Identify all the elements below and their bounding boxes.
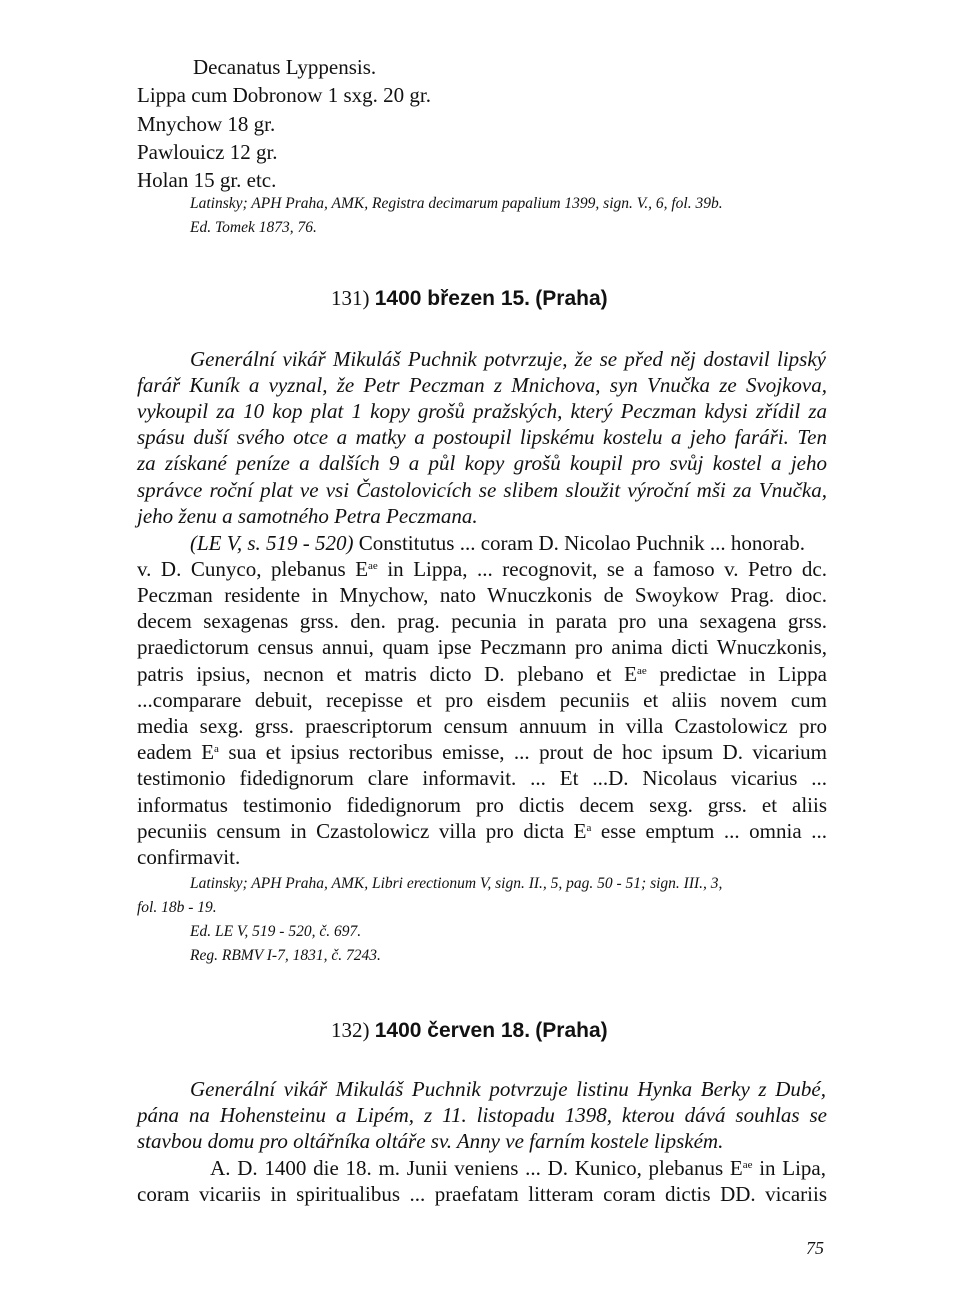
latin-line: decem sexagenas grss. den. prag. pecunia in parata pro una sexagena grss. bbox=[137, 609, 827, 633]
summary-line: stavbou domu pro oltářníka oltáře sv. Anny ve farním kostele lipském. bbox=[137, 1129, 724, 1153]
latin-text: Constitutus ... coram D. Nicolao Puchnik ... honorab. bbox=[353, 531, 805, 555]
summary-line: jeho ženu a samotného Petra Peczmana. bbox=[137, 504, 478, 528]
entry-place: (Praha) bbox=[535, 1019, 608, 1042]
summary-line: spásu duší svého otce a matky a postoupil lipskému kostelu a jeho faráři. Ten bbox=[137, 425, 827, 449]
latin-line: v. D. Cunyco, plebanus $E^{ae}$ in Lippa, ... recognovit, se a famoso v. Petro dc. bbox=[137, 557, 828, 581]
tithe-item: Mnychow 18 gr. bbox=[137, 112, 276, 136]
latin-line: praedictorum census annui, quam ipse Peczmann pro anima dicti Wnuczkonis, bbox=[137, 635, 827, 659]
latin-line: confirmavit. bbox=[137, 845, 241, 869]
latin-line: testimonio fidedignorum clare informavit. ... Et ...D. Nicolaus vicarius ... bbox=[137, 766, 827, 790]
tithe-item: Pawlouicz 12 gr. bbox=[137, 140, 278, 164]
entry-heading-131 bbox=[331, 285, 608, 312]
source-note: Latinsky; APH Praha, AMK, Registra decimarum papalium 1399, sign. V., 6, fol. 39b. bbox=[190, 195, 723, 212]
entry-place: (Praha) bbox=[535, 287, 608, 310]
deanery-heading: Decanatus Lyppensis. bbox=[193, 55, 377, 79]
summary-line: vykoupil za 10 kop plat 1 kopy grošů pražských, který Peczman kdysi zřídil za bbox=[137, 399, 827, 423]
entry-date: 1400 březen 15. bbox=[374, 287, 531, 310]
tithe-item: Lippa cum Dobronow 1 sxg. 20 gr. bbox=[137, 83, 431, 107]
entry-heading-132 bbox=[331, 1017, 608, 1044]
summary-line: Generální vikář Mikuláš Puchnik potvrzuje listinu Hynka Berky z Dubé, bbox=[190, 1077, 826, 1101]
entry-date: 1400 červen 18. bbox=[374, 1019, 531, 1042]
entry-number: 132) bbox=[331, 1018, 370, 1042]
latin-line: patris ipsius, necnon et matris dicto D. plebano et $E^{ae}$ predictae in Lippa bbox=[137, 662, 828, 686]
summary-line: Generální vikář Mikuláš Puchnik potvrzuje, že se před něj dostavil lipský bbox=[190, 347, 826, 371]
page-number: 75 bbox=[806, 1238, 824, 1258]
superscript: ae bbox=[742, 1159, 753, 1171]
source-note: fol. 18b - 19. bbox=[137, 899, 217, 916]
superscript: a bbox=[586, 822, 592, 834]
regest-note: Reg. RBMV I-7, 1831, č. 7243. bbox=[190, 947, 381, 964]
summary-line: farář Kuník a vyznal, že Petr Peczman z Mnichova, syn Vnučka ze Svojkova, bbox=[137, 373, 827, 397]
latin-line: informatus testimonio fidedignorum pro dictis decem sexg. grss. et aliis bbox=[137, 793, 827, 817]
summary-line: pána na Hohensteinu a Lipém, z 11. listopadu 1398, kterou dává souhlas se bbox=[137, 1103, 827, 1127]
latin-line: coram vicariis in spiritualibus ... praefatam litteram coram dictis DD. vicariis bbox=[137, 1182, 827, 1206]
latin-first-line bbox=[190, 530, 805, 556]
latin-line: ...comparare debuit, recepisse et pro eisdem pecuniis et aliis novem cum bbox=[137, 688, 827, 712]
superscript: a bbox=[214, 743, 219, 755]
summary-line: správce roční plat ve vsi Častolovicích se slibem sloužit výroční mši za Vnučka, bbox=[137, 478, 827, 502]
edition-note: Ed. Tomek 1873, 76. bbox=[190, 219, 317, 236]
latin-line: A. D. 1400 die 18. m. Junii veniens ... D. Kunico, plebanus $E^{ae}$ in Lipa, bbox=[190, 1156, 826, 1180]
edition-reference: (LE V, s. 519 - 520) bbox=[190, 531, 354, 555]
tithe-item: Holan 15 gr. etc. bbox=[137, 168, 277, 192]
latin-line: media sexg. grss. praescriptorum censum annuum in villa Czastolowicz pro bbox=[137, 714, 827, 738]
latin-line: Peczman residente in Mnychow, nato Wnuczkonis de Swoykow Prag. dioc. bbox=[137, 583, 827, 607]
source-note: Latinsky; APH Praha, AMK, Libri erectionum V, sign. II., 5, pag. 50 - 51; sign. III., 3, bbox=[190, 875, 723, 892]
entry-number: 131) bbox=[331, 286, 370, 310]
latin-line: pecuniis censum in Czastolowicz villa pro dicta $E^a$ esse emptum ... omnia ... bbox=[137, 819, 827, 843]
latin-line: eadem $E^a$ sua et ipsius rectoribus emisse, ... prout de hoc ipsum D. vicarium bbox=[137, 740, 828, 764]
edition-note: Ed. LE V, 519 - 520, č. 697. bbox=[190, 923, 362, 940]
summary-line: za získané peníze a dalších 9 a půl kopy grošů koupil pro svůj kostel a jeho bbox=[137, 451, 827, 475]
superscript: ae bbox=[637, 665, 647, 677]
superscript: ae bbox=[368, 560, 378, 572]
